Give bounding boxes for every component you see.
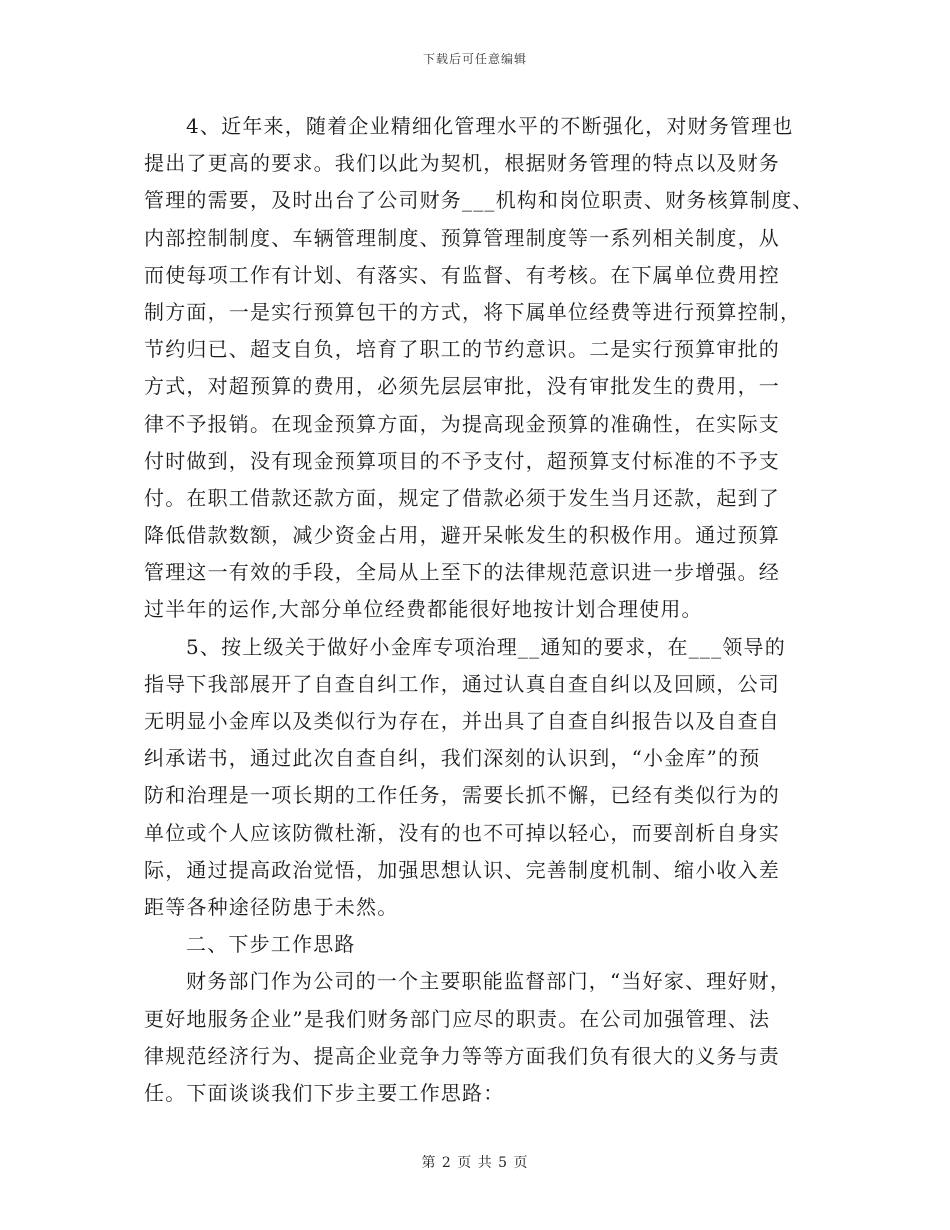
text-line: 而使每项工作有计划、有落实、有监督、有考核。在下属单位费用控 [144,262,780,287]
text-line: 方式，对超预算的费用，必须先层层审批，没有审批发生的费用，一 [144,374,780,399]
page-number-footer: 第 2 页 共 5 页 [421,1155,529,1171]
text-line: 更好地服务企业”是我们财务部门应尽的职责。在公司加强管理、法 [144,1006,771,1031]
text-line: 5、按上级关于做好小金库专项治理__通知的要求，在___领导的 [186,634,786,659]
text-line: 内部控制制度、车辆管理制度、预算管理制度等一系列相关制度，从 [144,225,780,250]
text-line: 4、近年来，随着企业精细化管理水平的不断强化，对财务管理也 [186,114,794,138]
text-line: 距等各种途径防患于未然。 [144,894,399,919]
text-line: 管理的需要，及时出台了公司财务___机构和岗位职责、财务核算制度、 [144,188,814,213]
text-line: 付时做到，没有现金预算项目的不予支付，超预算支付标准的不予支 [144,448,780,473]
document-body [144,108,814,1112]
text-line: 律不予报销。在现金预算方面，为提高现金预算的准确性，在实际支 [144,411,780,436]
text-line: 管理这一有效的手段，全局从上至下的法律规范意识进一步增强。经 [144,560,780,585]
page-header-note: 下载后可任意编辑 [422,52,527,66]
text-line: 任。下面谈谈我们下步主要工作思路： [144,1080,505,1105]
section-heading: 二、下步工作思路 [186,932,356,957]
text-line: 单位或个人应该防微杜渐，没有的也不可掉以轻心，而要剖析自身实 [144,820,780,845]
text-line: 财务部门作为公司的一个主要职能监督部门，“当好家、理好财， [186,969,792,994]
text-line: 降低借款数额，减少资金占用，避开呆帐发生的积极作用。通过预算 [144,523,780,548]
text-line: 过半年的运作,大部分单位经费都能很好地按计划合理使用。 [144,597,703,622]
text-line: 无明显小金库以及类似行为存在，并出具了自查自纠报告以及自查自 [144,709,780,733]
text-line: 律规范经济行为、提高企业竞争力等等方面我们负有很大的义务与责 [144,1043,780,1068]
text-line: 际，通过提高政治觉悟，加强思想认识、完善制度机制、缩小收入差 [144,857,780,882]
text-line: 纠承诺书，通过此次自查自纠，我们深刻的认识到，“小金库”的预 [144,746,761,771]
text-line: 提出了更高的要求。我们以此为契机，根据财务管理的特点以及财务 [144,151,780,176]
text-line: 付。在职工借款还款方面，规定了借款必须于发生当月还款，起到了 [144,485,780,510]
text-line: 制方面，一是实行预算包干的方式，将下属单位经费等进行预算控制， [144,299,802,324]
text-line: 指导下我部展开了自查自纠工作，通过认真自查自纠以及回顾，公司 [144,671,780,696]
text-line: 节约归已、超支自负，培育了职工的节约意识。二是实行预算审批的 [144,337,780,362]
text-line: 防和治理是一项长期的工作任务，需要长抓不懈，已经有类似行为的 [144,783,780,808]
